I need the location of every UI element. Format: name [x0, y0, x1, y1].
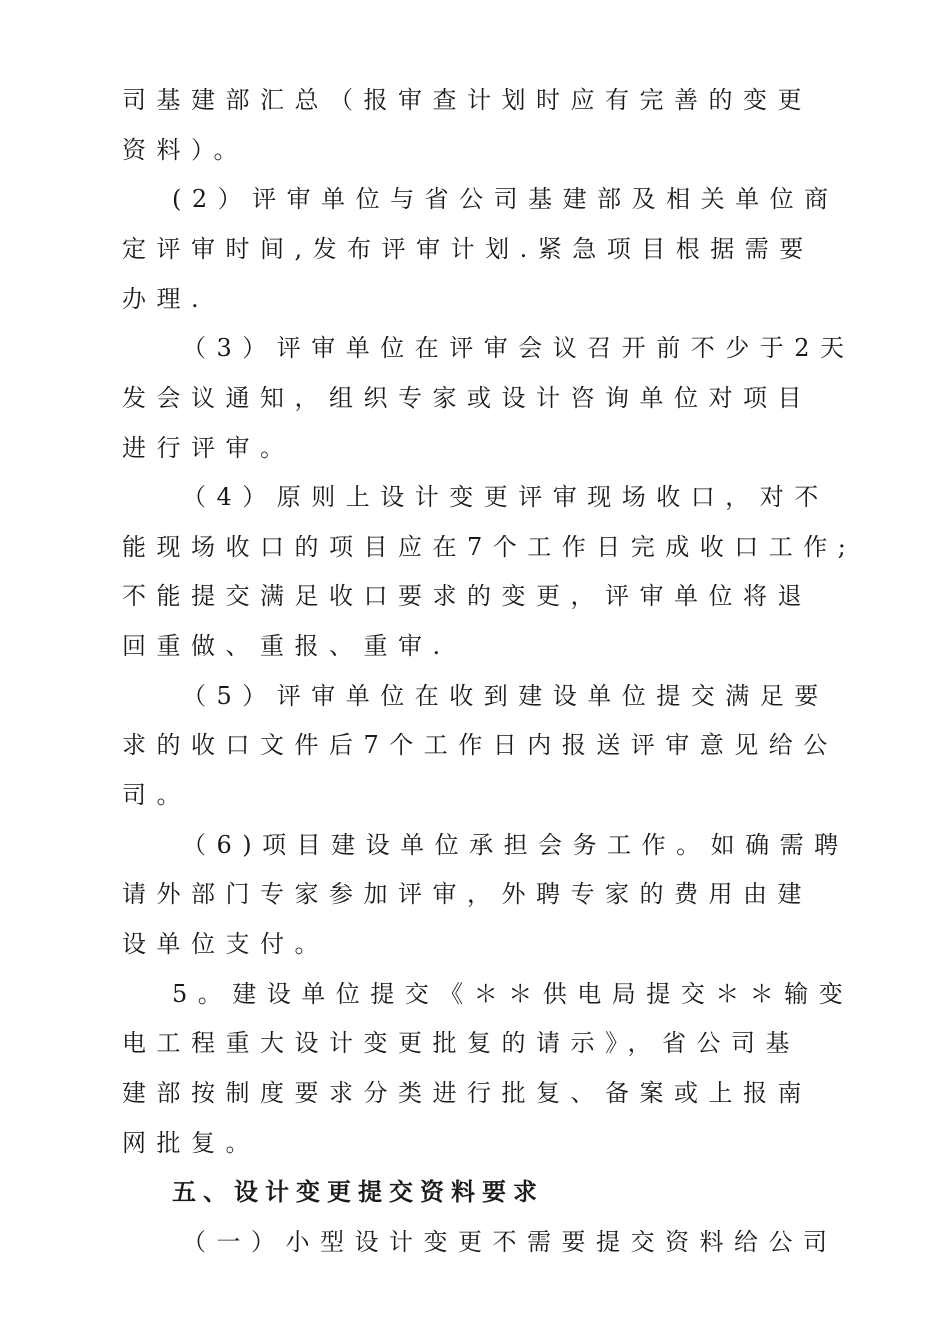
text-line-7: 发会议通知，组织专家或设计咨询单位对项目 [122, 384, 812, 412]
text-line-16: （6)项目建设单位承担会务工作。如确需聘 [182, 831, 849, 859]
section-heading: 五、设计变更提交资料要求 [172, 1178, 544, 1206]
text-line-22: 网批复。 [122, 1129, 260, 1157]
text-line-24: （一）小型设计变更不需要提交资料给公司 [182, 1228, 838, 1256]
text-line-4: 定评审时间,发布评审计划.紧急项目根据需要 [122, 235, 814, 263]
text-line-20: 电工程重大设计变更批复的请示》，省公司基 [122, 1029, 800, 1057]
text-line-21: 建部按制度要求分类进行批复、备案或上报南 [122, 1079, 812, 1107]
text-line-11: 不能提交满足收口要求的变更，评审单位将退 [122, 582, 812, 610]
text-line-1: 司基建部汇总（报审查计划时应有完善的变更 [122, 86, 812, 114]
text-line-17: 请外部门专家参加评审，外聘专家的费用由建 [122, 880, 812, 908]
text-line-14: 求的收口文件后7个工作日内报送评审意见给公 [122, 731, 838, 759]
text-line-2: 资料）。 [122, 136, 248, 164]
text-line-15: 司。 [122, 781, 191, 809]
text-line-19: 5。建设单位提交《＊＊供电局提交＊＊输变 [172, 980, 854, 1008]
text-line-3: (2）评审单位与省公司基建部及相关单位商 [172, 185, 839, 213]
text-line-6: （3）评审单位在评审会议召开前不少于2天 [182, 334, 855, 362]
text-line-9: （4）原则上设计变更评审现场收口，对不 [182, 483, 829, 511]
text-line-12: 回重做、重报、重审. [122, 632, 451, 660]
text-line-13: （5）评审单位在收到建设单位提交满足要 [182, 682, 829, 710]
text-line-5: 办理. [122, 285, 210, 313]
text-line-8: 进行评审。 [122, 434, 295, 462]
text-line-18: 设单位支付。 [122, 930, 329, 958]
text-line-10: 能现场收口的项目应在7个工作日完成收口工作; [122, 533, 857, 561]
